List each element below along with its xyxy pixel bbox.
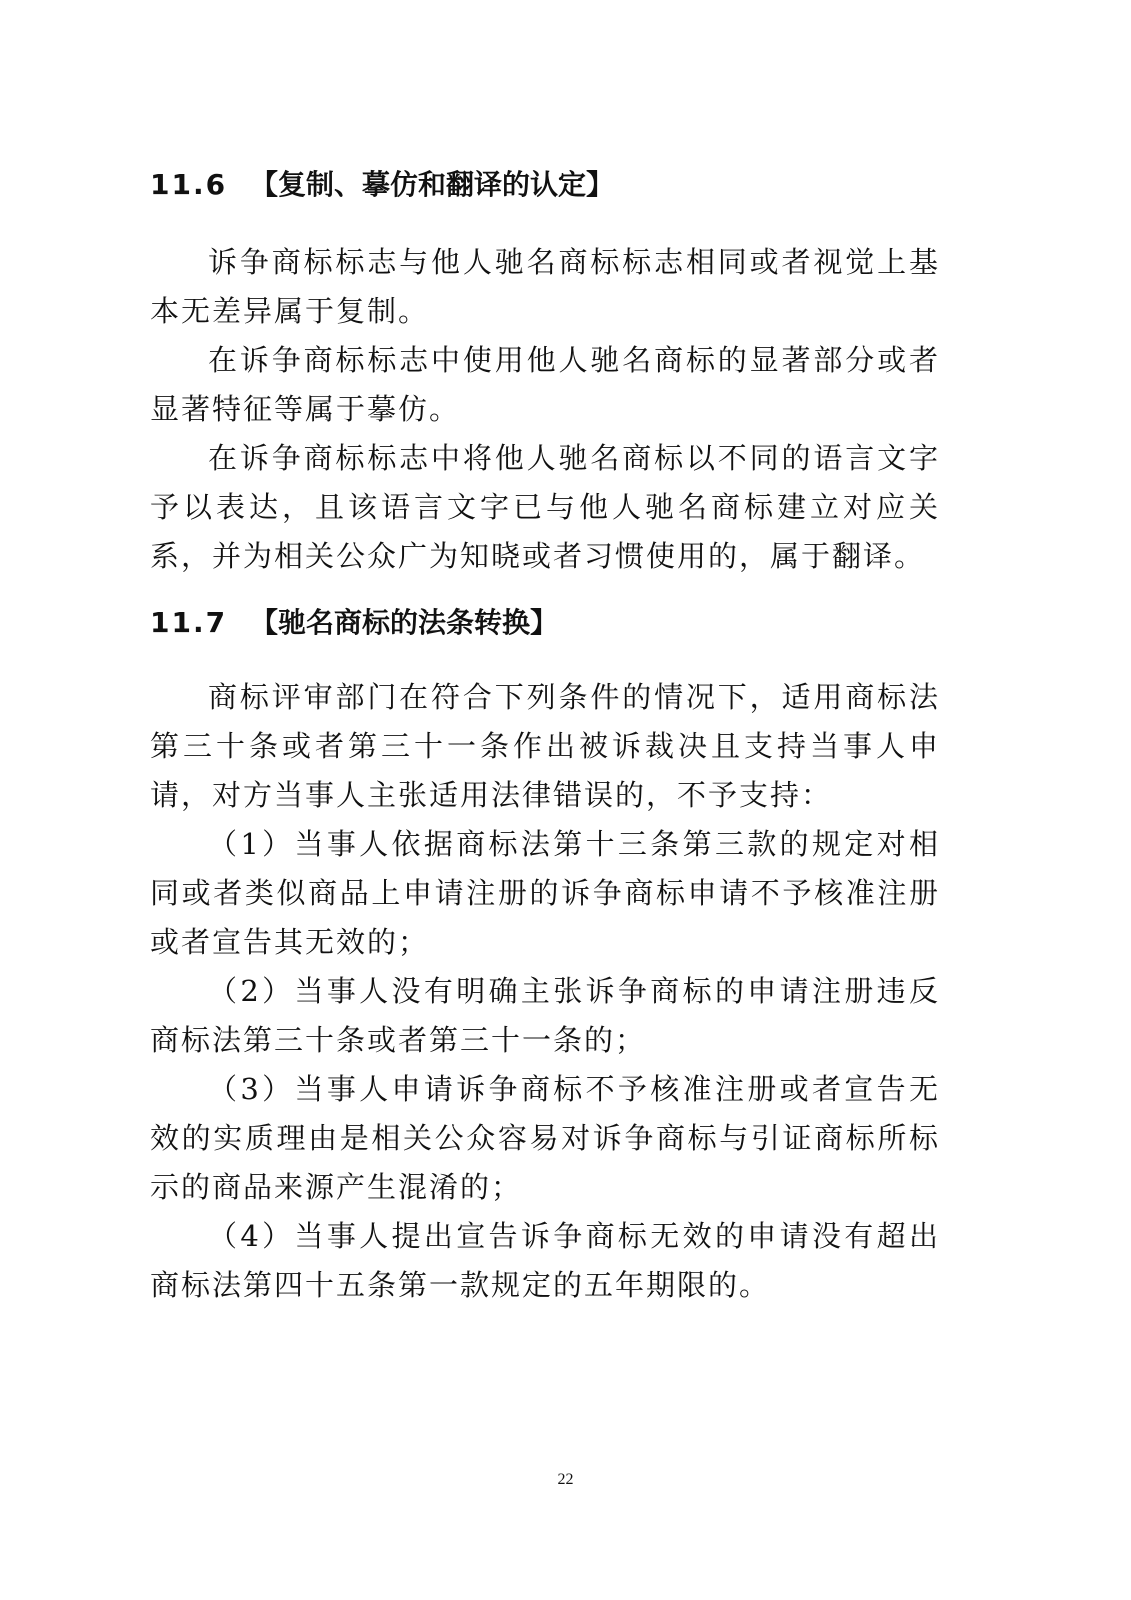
paragraph-imitation-definition: 在诉争商标标志中使用他人驰名商标的显著部分或者显著特征等属于摹仿。 [150,343,940,426]
paragraph-condition-2: （2）当事人没有明确主张诉争商标的申请注册违反商标法第三十条或者第三十一条的； [150,974,940,1057]
page-number: 22 [557,1471,574,1488]
paragraph-condition-3: （3）当事人申请诉争商标不予核准注册或者宣告无效的实质理由是相关公众容易对诉争商标与引证商标所标示的商品来源产生混淆的； [150,1072,940,1204]
paragraph-condition-1: （1）当事人依据商标法第十三条第三款的规定对相同或者类似商品上申请注册的诉争商标申请不予核准注册或者宣告其无效的； [150,827,940,959]
paragraph-conversion-intro: 商标评审部门在符合下列条件的情况下，适用商标法第三十条或者第三十一条作出被诉裁决且支持当事人申请，对方当事人主张适用法律错误的，不予支持： [150,680,940,812]
section-heading-11-6 [150,165,614,205]
section-title: 【复制、摹仿和翻译的认定】 [250,168,615,201]
paragraph-copy-definition: 诉争商标标志与他人驰名商标标志相同或者视觉上基本无差异属于复制。 [150,245,940,328]
paragraph-condition-4: （4）当事人提出宣告诉争商标无效的申请没有超出商标法第四十五条第一款规定的五年期限的。 [150,1219,940,1302]
section-heading-11-7 [150,603,558,643]
paragraph-translation-definition: 在诉争商标标志中将他人驰名商标以不同的语言文字予以表达，且该语言文字已与他人驰名商标建立对应关系，并为相关公众广为知晓或者习惯使用的，属于翻译。 [150,441,940,573]
section-number: 11.7 [150,606,228,639]
section-title: 【驰名商标的法条转换】 [250,606,559,639]
section-number: 11.6 [150,168,228,201]
